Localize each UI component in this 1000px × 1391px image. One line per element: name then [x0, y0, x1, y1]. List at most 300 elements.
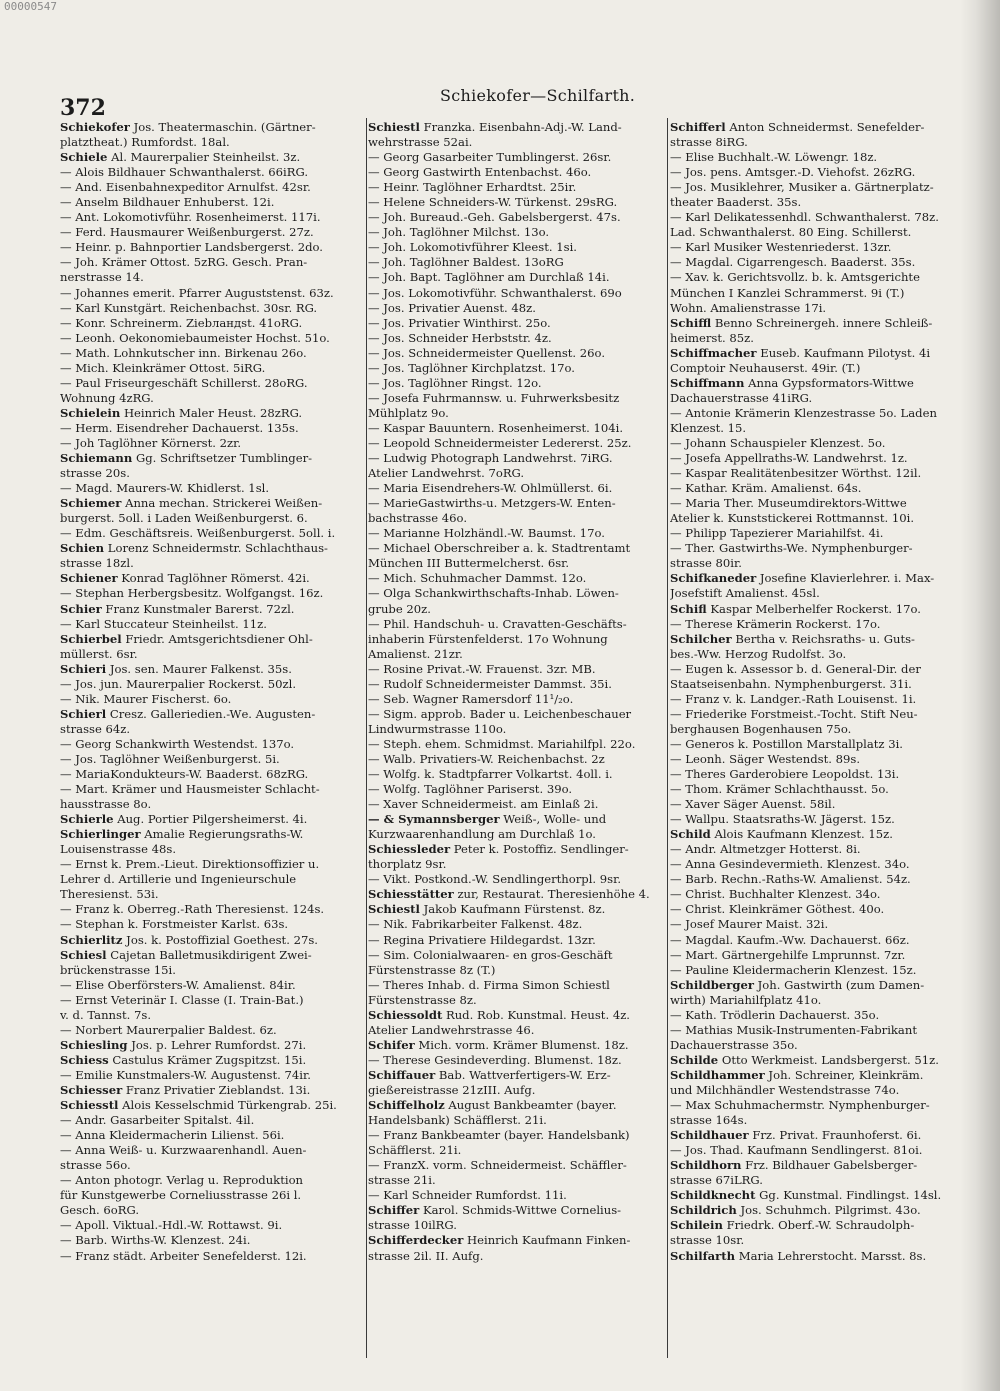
entry-text: — Mart. Krämer und Hausmeister Schlacht- [60, 782, 320, 797]
entry-text: — Franz Bankbeamter (bayer. Handelsbank) [368, 1128, 630, 1143]
entry-text: — Kathar. Kräm. Amalienst. 64s. [670, 481, 862, 496]
entry-text: Comptoir Neuhauserst. 49ir. (T.) [670, 360, 861, 375]
entry-text: — Mathias Musik-Instrumenten-Fabrikant [670, 1022, 917, 1037]
entry-text: — Joh. Krämer Ottost. 5zRG. Gesch. Pran- [60, 255, 308, 270]
directory-entry-line [60, 1143, 365, 1158]
entry-text: burgerst. 5oll. i Laden Weißenburgerst. 6. [60, 511, 308, 526]
directory-entry-line [60, 180, 365, 195]
directory-entry-line [368, 827, 673, 842]
surname-heading: Schilcher [670, 631, 732, 646]
directory-entry-line [670, 180, 975, 195]
directory-entry-line [60, 1083, 365, 1098]
entry-text: strasse 67iLRG. [670, 1173, 763, 1188]
entry-text: — Sigm. approb. Bader u. Leichenbeschauer [368, 706, 632, 721]
entry-text: Jos. p. Lehrer Rumfordst. 27i. [127, 1037, 307, 1052]
directory-entry-line [670, 1098, 975, 1113]
directory-entry-line [368, 436, 673, 451]
directory-entry-line [670, 421, 975, 436]
entry-text: — Mich. Schuhmacher Dammst. 12o. [368, 571, 587, 586]
entry-text: Mühlplatz 9o. [368, 405, 449, 420]
surname-heading: Schiessleder [368, 842, 451, 857]
directory-entry-line [60, 752, 365, 767]
entry-text: — Wolfg. k. Stadtpfarrer Volkartst. 4oll. i. [368, 767, 613, 782]
surname-heading: Schiestl [368, 902, 420, 917]
entry-text: Gesch. 6oRG. [60, 1203, 140, 1218]
entry-text: — Jos. Taglöhner Ringst. 12o. [368, 375, 542, 390]
entry-text: — Karl Schneider Rumfordst. 11i. [368, 1188, 567, 1203]
entry-text: — Anselm Bildhauer Enhuberst. 12i. [60, 195, 275, 210]
directory-entry-line [670, 1083, 975, 1098]
surname-heading: Schiffl [670, 315, 712, 330]
directory-entry-line [60, 376, 365, 391]
directory-entry-line [60, 617, 365, 632]
entry-text: — Jos. pens. Amtsger.-D. Viehofst. 26zRG. [670, 165, 916, 180]
directory-entry-line [670, 1023, 975, 1038]
directory-entry-line [368, 1068, 673, 1083]
entry-text: München I Kanzlei Schrammerst. 9i (T.) [670, 285, 905, 300]
directory-entry-line [60, 286, 365, 301]
entry-text: — Joh. Lokomotivführer Kleest. 1si. [368, 240, 577, 255]
entry-text: inhaberin Fürstenfelderst. 17o Wohnung [368, 631, 608, 646]
entry-text: Schäfflerst. 21i. [368, 1143, 462, 1158]
surname-heading: Schild [670, 827, 711, 842]
entry-text: — Anna Weiß- u. Kurzwaarenhandl. Auen- [60, 1143, 307, 1158]
directory-entry-line [60, 195, 365, 210]
entry-text: Cajetan Balletmusikdirigent Zwei- [106, 947, 312, 962]
surname-heading: Schildberger [670, 977, 754, 992]
entry-text: — Jos. Musiklehrer, Musiker a. Gärtnerplatz- [670, 180, 934, 195]
entry-text: Gg. Kunstmal. Findlingst. 14sl. [755, 1188, 942, 1203]
entry-text: Lad. Schwanthalerst. 80 Eing. Schillerst. [670, 225, 912, 240]
directory-entry-line [670, 1113, 975, 1128]
entry-text: — Generos k. Postillon Marstallplatz 3i. [670, 736, 903, 751]
directory-entry-line [368, 602, 673, 617]
entry-text: — Ant. Lokomotivführ. Rosenheimerst. 117i. [60, 210, 321, 225]
directory-entry-line [60, 887, 365, 902]
entry-text: — Antonie Krämerin Klenzestrasse 5o. Laden [670, 405, 937, 420]
directory-entry-line [670, 872, 975, 887]
entry-text: Josefstift Amalienst. 45sl. [670, 586, 820, 601]
directory-entry-line [368, 270, 673, 285]
entry-text: — Stephan Herbergsbesitz. Wolfgangst. 16z. [60, 586, 324, 601]
entry-text: — Xaver Säger Auenst. 58il. [670, 797, 836, 812]
entry-text: — Apoll. Viktual.-Hdl.-W. Rottawst. 9i. [60, 1218, 283, 1233]
directory-entry-line [368, 571, 673, 586]
entry-text: — And. Eisenbahnexpeditor Arnulfst. 42sr. [60, 180, 311, 195]
directory-entry-line [60, 210, 365, 225]
directory-entry-line [60, 391, 365, 406]
surname-heading: Schifer [368, 1037, 415, 1052]
entry-text: Peter k. Postoffiz. Sendlinger- [450, 842, 629, 857]
entry-text: — Karl Delikatessenhdl. Schwanthalerst. 78z. [670, 210, 939, 225]
directory-entry-line [670, 1053, 975, 1068]
entry-text: — Walb. Privatiers-W. Reichenbachst. 2z [368, 751, 605, 766]
entry-text: gießereistrasse 21zIII. Aufg. [368, 1083, 536, 1097]
entry-text: — Mich. Kleinkrämer Ottost. 5iRG. [60, 360, 266, 375]
directory-entry-line [60, 1053, 365, 1068]
directory-entry-line [368, 496, 673, 511]
entry-text: Joh. Schreiner, Kleinkräm. [764, 1067, 924, 1082]
directory-entry-line [368, 722, 673, 737]
directory-entry-line [368, 1023, 673, 1038]
directory-entry-line [368, 948, 673, 963]
entry-text: Jos. sen. Maurer Falkenst. 35s. [106, 661, 292, 676]
directory-entry-line [368, 963, 673, 978]
directory-entry-line [368, 406, 673, 421]
directory-entry-line [670, 647, 975, 662]
directory-entry-line [368, 617, 673, 632]
directory-entry-line [670, 812, 975, 827]
page-number: 372 [60, 95, 106, 121]
entry-text: — MariaKondukteurs-W. Baaderst. 68zRG. [60, 767, 309, 782]
entry-text: Konrad Taglöhner Römerst. 42i. [117, 571, 310, 586]
surname-heading: Schielein [60, 405, 121, 420]
surname-heading: Schifl [670, 601, 707, 616]
entry-text: Handelsbank) Schäfflerst. 21i. [368, 1113, 547, 1128]
directory-entry-line [60, 496, 365, 511]
directory-entry-line [60, 602, 365, 617]
entry-text: — Kaspar Bauuntern. Rosenheimerst. 104i. [368, 420, 624, 435]
directory-entry-line [368, 647, 673, 662]
directory-entry-line [670, 361, 975, 376]
directory-entry-line [368, 286, 673, 301]
entry-text: Franz Privatier Zieblandst. 13i. [122, 1083, 311, 1097]
directory-entry-line [368, 812, 673, 827]
directory-entry-line [670, 466, 975, 481]
directory-entry-line [670, 225, 975, 240]
directory-entry-line [368, 376, 673, 391]
directory-entry-line [60, 346, 365, 361]
entry-text: Friedr. Amtsgerichtsdiener Ohl- [121, 631, 313, 646]
entry-text: platztheat.) Rumfordst. 18al. [60, 135, 230, 150]
directory-entry-line [368, 857, 673, 872]
entry-text: — Leopold Schneidermeister Ledererst. 25z. [368, 435, 632, 450]
directory-entry-line [60, 135, 365, 150]
entry-text: strasse 10ilRG. [368, 1218, 457, 1233]
surname-heading: Schiffmacher [670, 345, 757, 360]
directory-entry-line [670, 451, 975, 466]
directory-entry-line [368, 1098, 673, 1113]
surname-heading: — & Symannsberger [368, 812, 500, 827]
entry-text: müllerst. 6sr. [60, 646, 138, 661]
directory-entry-line [60, 797, 365, 812]
surname-heading: Schiessoldt [368, 1007, 443, 1022]
entry-text: bachstrasse 46o. [368, 511, 468, 526]
directory-entry-line [670, 255, 975, 270]
entry-text: strasse 80ir. [670, 556, 742, 571]
directory-entry-line [368, 887, 673, 902]
directory-entry-line [60, 872, 365, 887]
column-3 [670, 120, 975, 1264]
entry-text: — Ernst k. Prem.-Lieut. Direktionsoffizier u. [60, 857, 320, 872]
entry-text: — Alois Bildhauer Schwanthalerst. 66iRG. [60, 165, 309, 180]
column-1 [60, 120, 365, 1264]
directory-entry-line [670, 993, 975, 1008]
directory-entry-line [368, 1173, 673, 1188]
directory-entry-line [670, 963, 975, 978]
surname-heading: Schilfarth [670, 1248, 736, 1263]
directory-entry-line [368, 135, 673, 150]
directory-entry-line [60, 1188, 365, 1203]
directory-entry-line [670, 782, 975, 797]
directory-entry-line [60, 1249, 365, 1264]
directory-entry-line [670, 752, 975, 767]
entry-text: wehrstrasse 52ai. [368, 135, 473, 150]
entry-text: — Ludwig Photograph Landwehrst. 7iRG. [368, 451, 613, 466]
directory-entry-line [60, 586, 365, 601]
entry-text: — Eugen k. Assessor b. d. General-Dir. der [670, 661, 921, 676]
surname-heading: Schier [60, 601, 102, 616]
surname-heading: Schieri [60, 661, 107, 676]
directory-entry-line [670, 1173, 975, 1188]
entry-text: strasse 8iRG. [670, 135, 748, 150]
surname-heading: Schildhorn [670, 1158, 742, 1173]
entry-text: Josefine Klavierlehrer. i. Max- [756, 571, 935, 586]
directory-entry-line [60, 451, 365, 466]
entry-text: Franz Kunstmaler Barerst. 72zl. [101, 601, 295, 616]
directory-entry-line [368, 1233, 673, 1248]
entry-text: Aug. Portier Pilgersheimerst. 4i. [113, 812, 308, 827]
directory-entry-line [670, 496, 975, 511]
entry-text: Louisenstrasse 48s. [60, 842, 177, 857]
entry-text: Alois Kesselschmid Türkengrab. 25i. [118, 1098, 337, 1113]
entry-text: Atelier Landwehrstrasse 46. [368, 1022, 535, 1037]
directory-entry-line [368, 421, 673, 436]
entry-text: Frz. Privat. Fraunhoferst. 6i. [748, 1128, 922, 1143]
entry-text: — Michael Oberschreiber a. k. Stadtrentamt [368, 541, 631, 556]
directory-entry-line [368, 301, 673, 316]
surname-heading: Schildrich [670, 1203, 737, 1218]
entry-text: — Josef Maurer Maist. 32i. [670, 917, 829, 932]
entry-text: — Franz v. k. Landger.-Rath Louisenst. 1i. [670, 691, 917, 706]
entry-text: Castulus Krämer Zugspitzst. 15i. [108, 1052, 307, 1067]
entry-text: — Leonh. Säger Westendst. 89s. [670, 751, 861, 766]
entry-text: theater Baaderst. 35s. [670, 195, 802, 210]
directory-entry-line [368, 782, 673, 797]
directory-entry-line [670, 677, 975, 692]
entry-text: — Elise Buchhalt.-W. Löwengr. 18z. [670, 150, 878, 165]
entry-text: — Jos. Privatier Winthirst. 25o. [368, 315, 551, 330]
directory-entry-line [368, 331, 673, 346]
entry-text: — Anna Kleidermacherin Lilienst. 56i. [60, 1128, 285, 1143]
entry-text: strasse 18zl. [60, 556, 134, 571]
directory-entry-line [368, 556, 673, 571]
entry-text: — Andr. Gasarbeiter Spitalst. 4il. [60, 1113, 255, 1128]
entry-text: — Sim. Colonialwaaren- en gros-Geschäft [368, 947, 613, 962]
entry-text: strasse 10sr. [670, 1233, 745, 1248]
directory-entry-line [368, 1083, 673, 1098]
directory-entry-line [368, 511, 673, 526]
directory-entry-line [670, 978, 975, 993]
entry-text: strasse 21i. [368, 1173, 436, 1188]
entry-text: — Magd. Maurers-W. Khidlerst. 1sl. [60, 481, 270, 496]
entry-text: Al. Maurerpalier Steinheilst. 3z. [107, 150, 301, 165]
entry-text: — Christ. Buchhalter Klenzest. 34o. [670, 887, 881, 902]
directory-entry-line [60, 240, 365, 255]
surname-heading: Schiffmann [670, 375, 745, 390]
directory-entry-line [670, 887, 975, 902]
directory-entry-line [60, 331, 365, 346]
entry-text: München III Buttermelcherst. 6sr. [368, 556, 570, 571]
surname-heading: Schiemer [60, 496, 122, 511]
entry-text: brückenstrasse 15i. [60, 962, 176, 977]
surname-heading: Schiesling [60, 1037, 128, 1052]
directory-entry-line [60, 662, 365, 677]
directory-entry-line [670, 346, 975, 361]
running-head: Schiekofer—Schilfarth. [440, 86, 636, 105]
directory-entry-line [670, 842, 975, 857]
entry-text: grube 20z. [368, 601, 431, 616]
entry-text: Jos. k. Postoffizial Goethest. 27s. [122, 932, 318, 947]
directory-entry-line [368, 240, 673, 255]
directory-entry-line [670, 210, 975, 225]
directory-entry-line [368, 842, 673, 857]
directory-entry-line [670, 692, 975, 707]
directory-entry-line [670, 737, 975, 752]
entry-text: — Mart. Gärtnergehilfe Lmprunnst. 7zr. [670, 947, 906, 962]
entry-text: — Karl Stuccateur Steinheilst. 11z. [60, 616, 267, 631]
surname-heading: Schifferdecker [368, 1233, 464, 1248]
directory-entry-line [60, 511, 365, 526]
surname-heading: Schifkaneder [670, 571, 757, 586]
directory-entry-line [368, 541, 673, 556]
entry-text: Jos. Theatermaschin. (Gärtner- [129, 120, 316, 134]
directory-entry-line [368, 451, 673, 466]
surname-heading: Schilein [670, 1218, 723, 1233]
directory-entry-line [670, 917, 975, 932]
surname-heading: Schiesstätter [368, 887, 454, 902]
directory-entry-line [670, 933, 975, 948]
entry-text: Jos. Schuhmch. Pilgrimst. 43o. [736, 1203, 921, 1218]
directory-entry-line [60, 1203, 365, 1218]
entry-text: — Leonh. Oekonomiebaumeister Hochst. 51o. [60, 330, 330, 345]
entry-text: — Edm. Geschäftsreis. Weißenburgerst. 5oll. i. [60, 526, 336, 541]
entry-text: — Joh. Bureaud.-Geh. Gabelsbergerst. 47s. [368, 210, 621, 225]
directory-entry-line [670, 767, 975, 782]
directory-entry-line [368, 1053, 673, 1068]
surname-heading: Schildhauer [670, 1128, 749, 1143]
directory-entry-line [368, 150, 673, 165]
directory-entry-line [60, 737, 365, 752]
directory-entry-line [60, 421, 365, 436]
entry-text: — Olga Schankwirthschafts-Inhab. Löwen- [368, 586, 619, 601]
column-divider [366, 118, 367, 1358]
entry-text: Bertha v. Reichsraths- u. Guts- [731, 631, 915, 646]
directory-entry-line [368, 1008, 673, 1023]
entry-text: — Philipp Tapezierer Mariahilfst. 4i. [670, 526, 884, 541]
entry-text: — Anton photogr. Verlag u. Reproduktion [60, 1173, 304, 1188]
directory-entry-line [670, 481, 975, 496]
surname-heading: Schiener [60, 571, 118, 586]
directory-entry-line [670, 150, 975, 165]
entry-text: — Joh. Taglöhner Baldest. 13oRG [368, 255, 564, 270]
scan-id: 00000547 [4, 0, 57, 13]
entry-text: — Xav. k. Gerichtsvollz. b. k. Amtsgerichte [670, 270, 920, 285]
directory-entry-line [670, 135, 975, 150]
directory-entry-line [670, 707, 975, 722]
surname-heading: Schilde [670, 1052, 719, 1067]
entry-text: — Christ. Kleinkrämer Göthest. 40o. [670, 902, 885, 917]
directory-entry-line [60, 722, 365, 737]
directory-entry-line [368, 707, 673, 722]
entry-text: Franzka. Eisenbahn-Adj.-W. Land- [419, 120, 622, 134]
directory-entry-line [60, 165, 365, 180]
entry-text: — Barb. Wirths-W. Klenzest. 24i. [60, 1233, 251, 1248]
directory-entry-line [60, 526, 365, 541]
entry-text: strasse 20s. [60, 466, 130, 481]
directory-entry-line [60, 827, 365, 842]
directory-entry-line [60, 963, 365, 978]
directory-entry-line [60, 707, 365, 722]
entry-text: Lehrer d. Artillerie und Ingenieurschule [60, 872, 297, 887]
directory-entry-line [670, 722, 975, 737]
entry-text: Dachauerstrasse 41iRG. [670, 390, 813, 405]
directory-entry-line [670, 165, 975, 180]
entry-text: — Rudolf Schneidermeister Dammst. 35i. [368, 676, 612, 691]
entry-text: — Joh. Taglöhner Milchst. 13o. [368, 225, 550, 240]
entry-text: Mich. vorm. Krämer Blumenst. 18z. [414, 1037, 629, 1052]
entry-text: — Joh Taglöhner Körnerst. 2zr. [60, 435, 242, 450]
directory-entry-line [368, 481, 673, 496]
directory-entry-line [670, 436, 975, 451]
directory-entry-line [670, 316, 975, 331]
surname-heading: Schiffauer [368, 1067, 436, 1082]
entry-text: Wohn. Amalienstrasse 17i. [670, 300, 827, 315]
entry-text: — Johannes emerit. Pfarrer Auguststenst. 63z. [60, 285, 334, 300]
entry-text: Maria Lehrerstocht. Marsst. 8s. [735, 1248, 927, 1263]
directory-entry-line [670, 406, 975, 421]
entry-text: Bab. Wattverfertigers-W. Erz- [435, 1067, 611, 1082]
directory-entry-line [368, 662, 673, 677]
entry-text: Klenzest. 15. [670, 420, 747, 435]
entry-text: — Seb. Wagner Ramersdorf 11¹/₂o. [368, 691, 574, 706]
directory-entry-line [368, 1188, 673, 1203]
entry-text: — Therese Gesindeverding. Blumenst. 18z. [368, 1052, 622, 1067]
entry-text: — Theres Garderobiere Leopoldst. 13i. [670, 767, 900, 782]
entry-text: Theresienst. 53i. [60, 887, 159, 902]
entry-text: — Anna Gesindevermieth. Klenzest. 34o. [670, 857, 910, 872]
directory-entry-line [60, 316, 365, 331]
entry-text: Eusеb. Kaufmann Pilotyst. 4i [756, 345, 931, 360]
directory-entry-line [670, 1218, 975, 1233]
entry-text: Amalie Regierungsraths-W. [140, 827, 304, 842]
directory-entry-line [368, 316, 673, 331]
entry-text: strasse 164s. [670, 1113, 748, 1128]
entry-text: Alois Kaufmann Klenzest. 15z. [710, 827, 893, 842]
directory-entry-line [670, 602, 975, 617]
directory-entry-line [60, 1128, 365, 1143]
entry-text: — Wallpu. Staatsraths-W. Jägerst. 15z. [670, 812, 895, 827]
entry-text: — Josefa Appellraths-W. Landwehrst. 1z. [670, 451, 908, 466]
directory-entry-line [368, 1113, 673, 1128]
entry-text: — Therese Krämerin Rockerst. 17o. [670, 616, 881, 631]
directory-entry-line [60, 150, 365, 165]
surname-heading: Schierl [60, 706, 107, 721]
surname-heading: Schiele [60, 150, 108, 165]
entry-text: — Josefa Fuhrmannsw. u. Fuhrwerksbesitz [368, 390, 620, 405]
directory-entry-line [368, 225, 673, 240]
entry-text: — Karl Musiker Westenriederst. 13zr. [670, 240, 892, 255]
entry-text: — Stephan k. Forstmeister Karlst. 63s. [60, 917, 289, 932]
surname-heading: Schierlitz [60, 932, 123, 947]
entry-text: berghausen Bogenhausen 75o. [670, 721, 852, 736]
surname-heading: Schiffelholz [368, 1098, 445, 1113]
entry-text: und Milchhändler Westendstrasse 74o. [670, 1083, 900, 1097]
entry-text: — Jos. Schneider Herbststr. 4z. [368, 330, 552, 345]
directory-entry-line [60, 466, 365, 481]
directory-entry-line [60, 842, 365, 857]
directory-entry-line [60, 225, 365, 240]
